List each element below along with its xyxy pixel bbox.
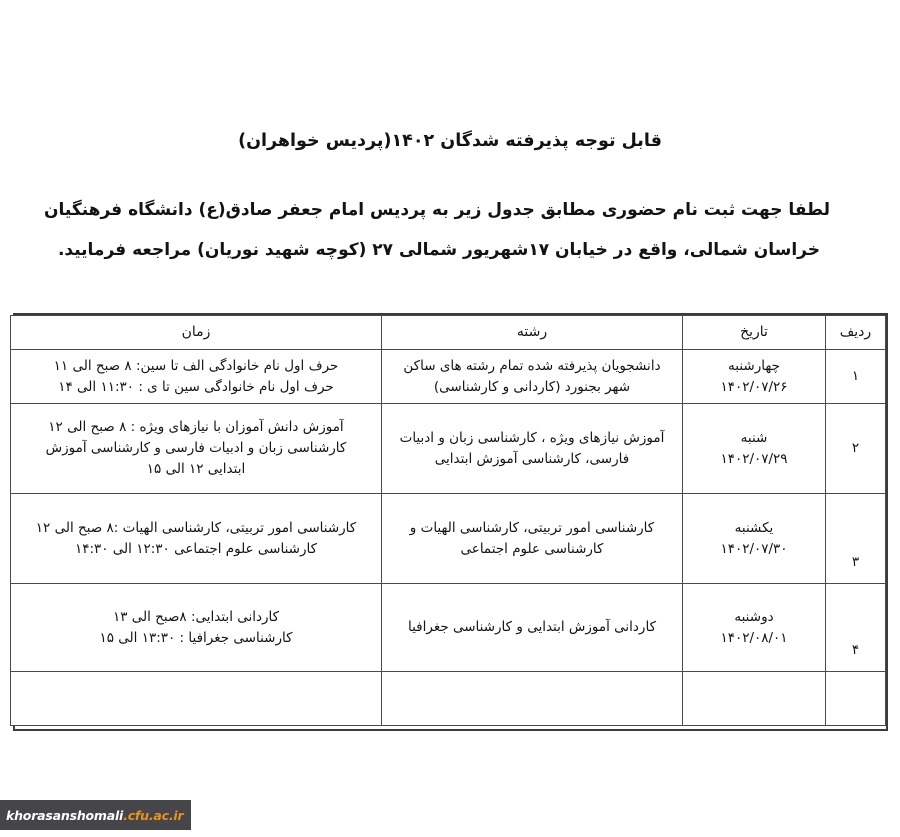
tarikh-date: ۱۴۰۲/۰۷/۲۶ <box>720 378 788 395</box>
cell-zaman <box>11 350 382 404</box>
tarikh-date: ۱۴۰۲/۰۸/۰۱ <box>720 629 788 646</box>
table-row <box>11 350 886 404</box>
schedule-table <box>10 315 886 726</box>
table-row <box>11 494 886 584</box>
tarikh-day-date <box>689 428 819 470</box>
zaman-line: حرف اول نام خانوادگی الف تا سین: ۸ صبح الی ۱۱ <box>53 357 339 374</box>
reshte-line: کاردانی آموزش ابتدایی و کارشناسی جغرافیا <box>407 619 656 635</box>
tarikh-date: ۱۴۰۲/۰۷/۳۰ <box>720 540 788 557</box>
cell-reshte <box>382 404 683 494</box>
cell-reshte <box>382 494 683 584</box>
table-header-row <box>11 316 886 350</box>
tarikh-day: چهارشنبه <box>728 357 780 374</box>
column-header-reshte: رشته <box>382 316 683 350</box>
cell-radif: ۴ <box>826 584 886 672</box>
body-line-2: خراسان شمالی، واقع در خیابان ۱۷شهریور شمالی ۲۷ (کوچه شهید نوریان) مراجعه فرمایید. <box>57 240 820 260</box>
reshte-line: فارسی، کارشناسی آموزش ابتدایی <box>434 450 630 467</box>
cell-reshte <box>382 350 683 404</box>
cell-zaman <box>11 494 382 584</box>
body-line-1: لطفا جهت ثبت نام حضوری مطابق جدول زیر به پردیس امام جعفر صادق(ع) دانشگاه فرهنگیان <box>44 200 830 220</box>
document-title: قابل توجه پذیرفته شدگان ۱۴۰۲(پردیس خواهران) <box>238 131 662 151</box>
cell-empty <box>11 672 382 726</box>
reshte-line: کارشناسی علوم اجتماعی <box>460 540 604 557</box>
reshte-line: آموزش نیازهای ویژه ، کارشناسی زبان و ادبیات <box>399 429 665 446</box>
table-filler-row <box>11 672 886 726</box>
tarikh-day: دوشنبه <box>734 608 774 625</box>
reshte-line: شهر بجنورد (کاردانی و کارشناسی) <box>433 378 631 395</box>
zaman-line: کارشناسی علوم اجتماعی ۱۲:۳۰ الی ۱۴:۳۰ <box>74 540 318 557</box>
tarikh-day: شنبه <box>740 429 768 446</box>
zaman-line: کارشناسی زبان و ادبیات فارسی و کارشناسی آموزش <box>45 440 347 456</box>
table-row <box>11 404 886 494</box>
column-header-tarikh: تاریخ <box>683 316 826 350</box>
tarikh-day-date <box>689 607 819 649</box>
document-body-paragraph <box>42 190 842 270</box>
watermark-site-name: khorasanshomali <box>6 807 124 823</box>
zaman-line: حرف اول نام خانوادگی سین تا ی : ۱۱:۳۰ الی ۱۴ <box>58 378 334 395</box>
cell-empty <box>382 672 683 726</box>
zaman-line: کارشناسی امور تربیتی، کارشناسی الهیات :۸ صبح الی ۱۲ <box>35 519 357 536</box>
cell-tarikh <box>683 350 826 404</box>
cell-radif: ۳ <box>826 494 886 584</box>
table-body <box>11 350 886 726</box>
zaman-line: کاردانی ابتدایی: ۸صبح الی ۱۳ <box>112 608 280 625</box>
site-watermark <box>0 800 191 830</box>
watermark-domain: .cfu.ac.ir <box>123 807 184 823</box>
cell-zaman <box>11 404 382 494</box>
zaman-line: آموزش دانش آموزان با نیازهای ویژه : ۸ صبح الی ۱۲ <box>48 419 344 435</box>
column-header-radif: ردیف <box>826 316 886 350</box>
cell-tarikh <box>683 404 826 494</box>
cell-empty <box>826 672 886 726</box>
cell-empty <box>683 672 826 726</box>
cell-radif: ۱ <box>826 350 886 404</box>
table-header <box>11 316 886 350</box>
tarikh-day: یکشنبه <box>734 519 774 536</box>
zaman-line: ابتدایی ۱۲ الی ۱۵ <box>146 461 246 477</box>
cell-radif: ۲ <box>826 404 886 494</box>
cell-tarikh <box>683 584 826 672</box>
tarikh-date: ۱۴۰۲/۰۷/۲۹ <box>720 450 788 467</box>
watermark-text <box>6 808 183 823</box>
schedule-table-container <box>13 313 888 731</box>
cell-reshte <box>382 584 683 672</box>
cell-tarikh <box>683 494 826 584</box>
cell-zaman <box>11 584 382 672</box>
tarikh-day-date <box>689 518 819 560</box>
reshte-line: دانشجویان پذیرفته شده تمام رشته های ساکن <box>403 357 661 374</box>
column-header-zaman: زمان <box>11 316 382 350</box>
table-row <box>11 584 886 672</box>
zaman-line: کارشناسی جغرافیا : ۱۳:۳۰ الی ۱۵ <box>99 629 293 646</box>
reshte-line: کارشناسی امور تربیتی، کارشناسی الهیات و <box>409 519 655 536</box>
